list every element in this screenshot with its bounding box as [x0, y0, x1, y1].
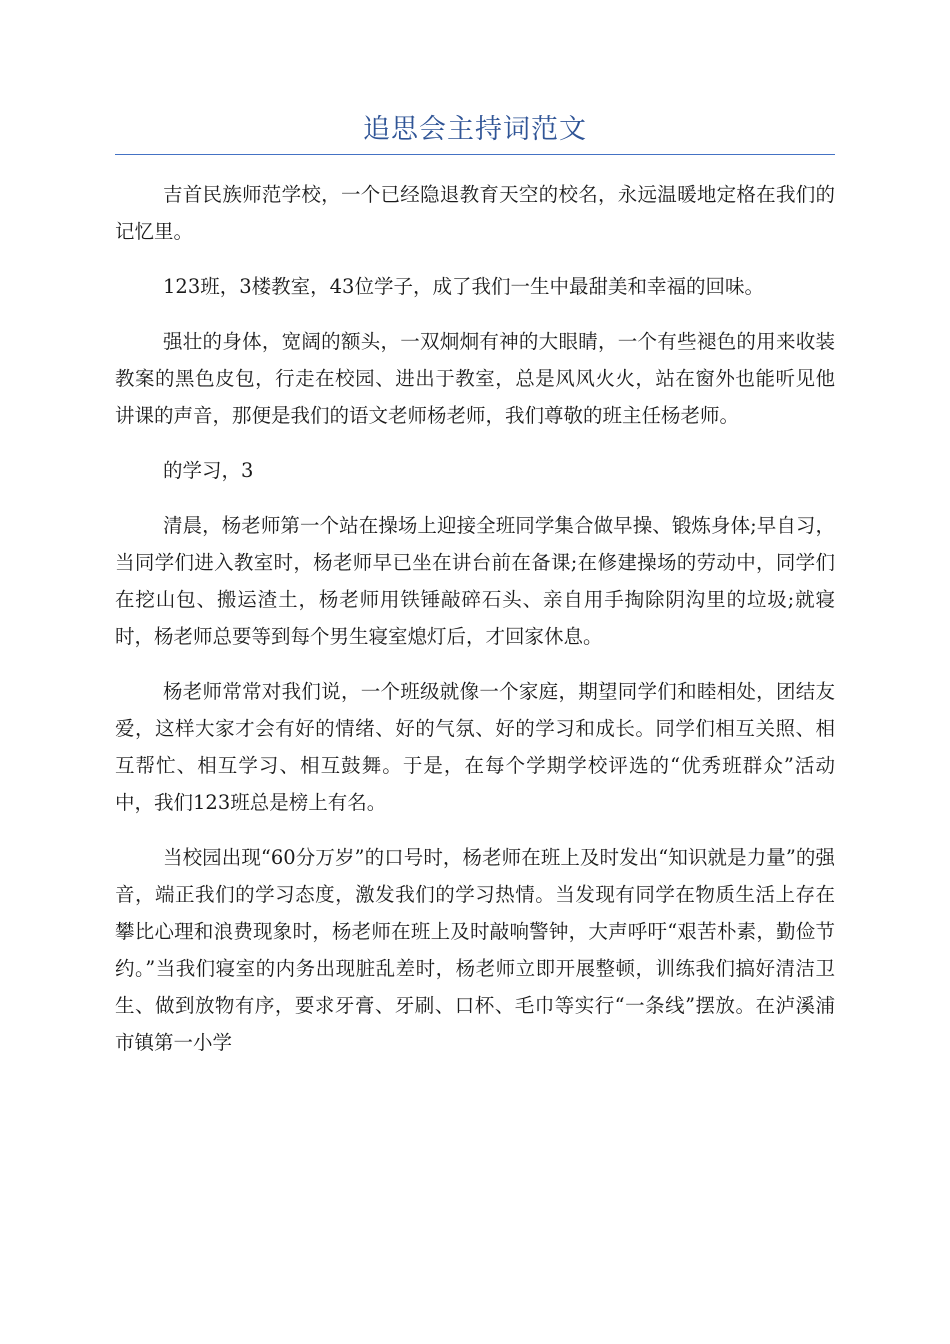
title-underline-rule [115, 154, 835, 155]
document-title: 追思会主持词范文 [363, 114, 587, 145]
paragraph-school-name: 吉首民族师范学校，一个已经隐退教育天空的校名，永远温暖地定格在我们的记忆里。 [115, 183, 835, 243]
paragraph-fragment: 的学习，3 [163, 459, 254, 482]
paragraph-class-123: 123班，3楼教室，43位学子，成了我们一生中最甜美和幸福的回味。 [163, 275, 764, 298]
document-body [115, 176, 835, 1079]
paragraph-study-attitude: 当校园出现“60分万岁”的口号时，杨老师在班上及时发出“知识就是力量”的强音，端正我们的学习态度，激发我们的学习热情。当发现有同学在物质生活上存在攀比心理和浪费现象时，杨老师在班上及时敲响警钟，大声呼吁“艰苦朴素，勤俭节约。”当我们寝室的内务出现脏乱差时，杨老师立即开展整顿，训练我们搞好清洁卫生、做到放物有序，要求牙膏、牙刷、口杯、毛巾等实行“一条线”摆放。在泸溪浦市镇第一小学 [115, 846, 835, 1054]
paragraph-daily-routine: 清晨，杨老师第一个站在操场上迎接全班同学集合做早操、锻炼身体;早自习，当同学们进入教室时，杨老师早已坐在讲台前在备课;在修建操场的劳动中，同学们在挖山包、搬运渣土，杨老师用铁锤敲碎石头、亲自用手掏除阴沟里的垃圾;就寝时，杨老师总要等到每个男生寝室熄灯后，才回家休息。 [115, 514, 835, 648]
paragraph-teacher-description: 强壮的身体，宽阔的额头，一双炯炯有神的大眼睛，一个有些褪色的用来收装教案的黑色皮包，行走在校园、进出于教室，总是风风火火，站在窗外也能听见他讲课的声音，那便是我们的语文老师杨老师，我们尊敬的班主任杨老师。 [115, 330, 835, 427]
paragraph-class-family: 杨老师常常对我们说，一个班级就像一个家庭，期望同学们和睦相处，团结友爱，这样大家才会有好的情绪、好的气氛、好的学习和成长。同学们相互关照、相互帮忙、相互学习、相互鼓舞。于是，在每个学期学校评选的“优秀班群众”活动中，我们123班总是榜上有名。 [115, 680, 835, 814]
